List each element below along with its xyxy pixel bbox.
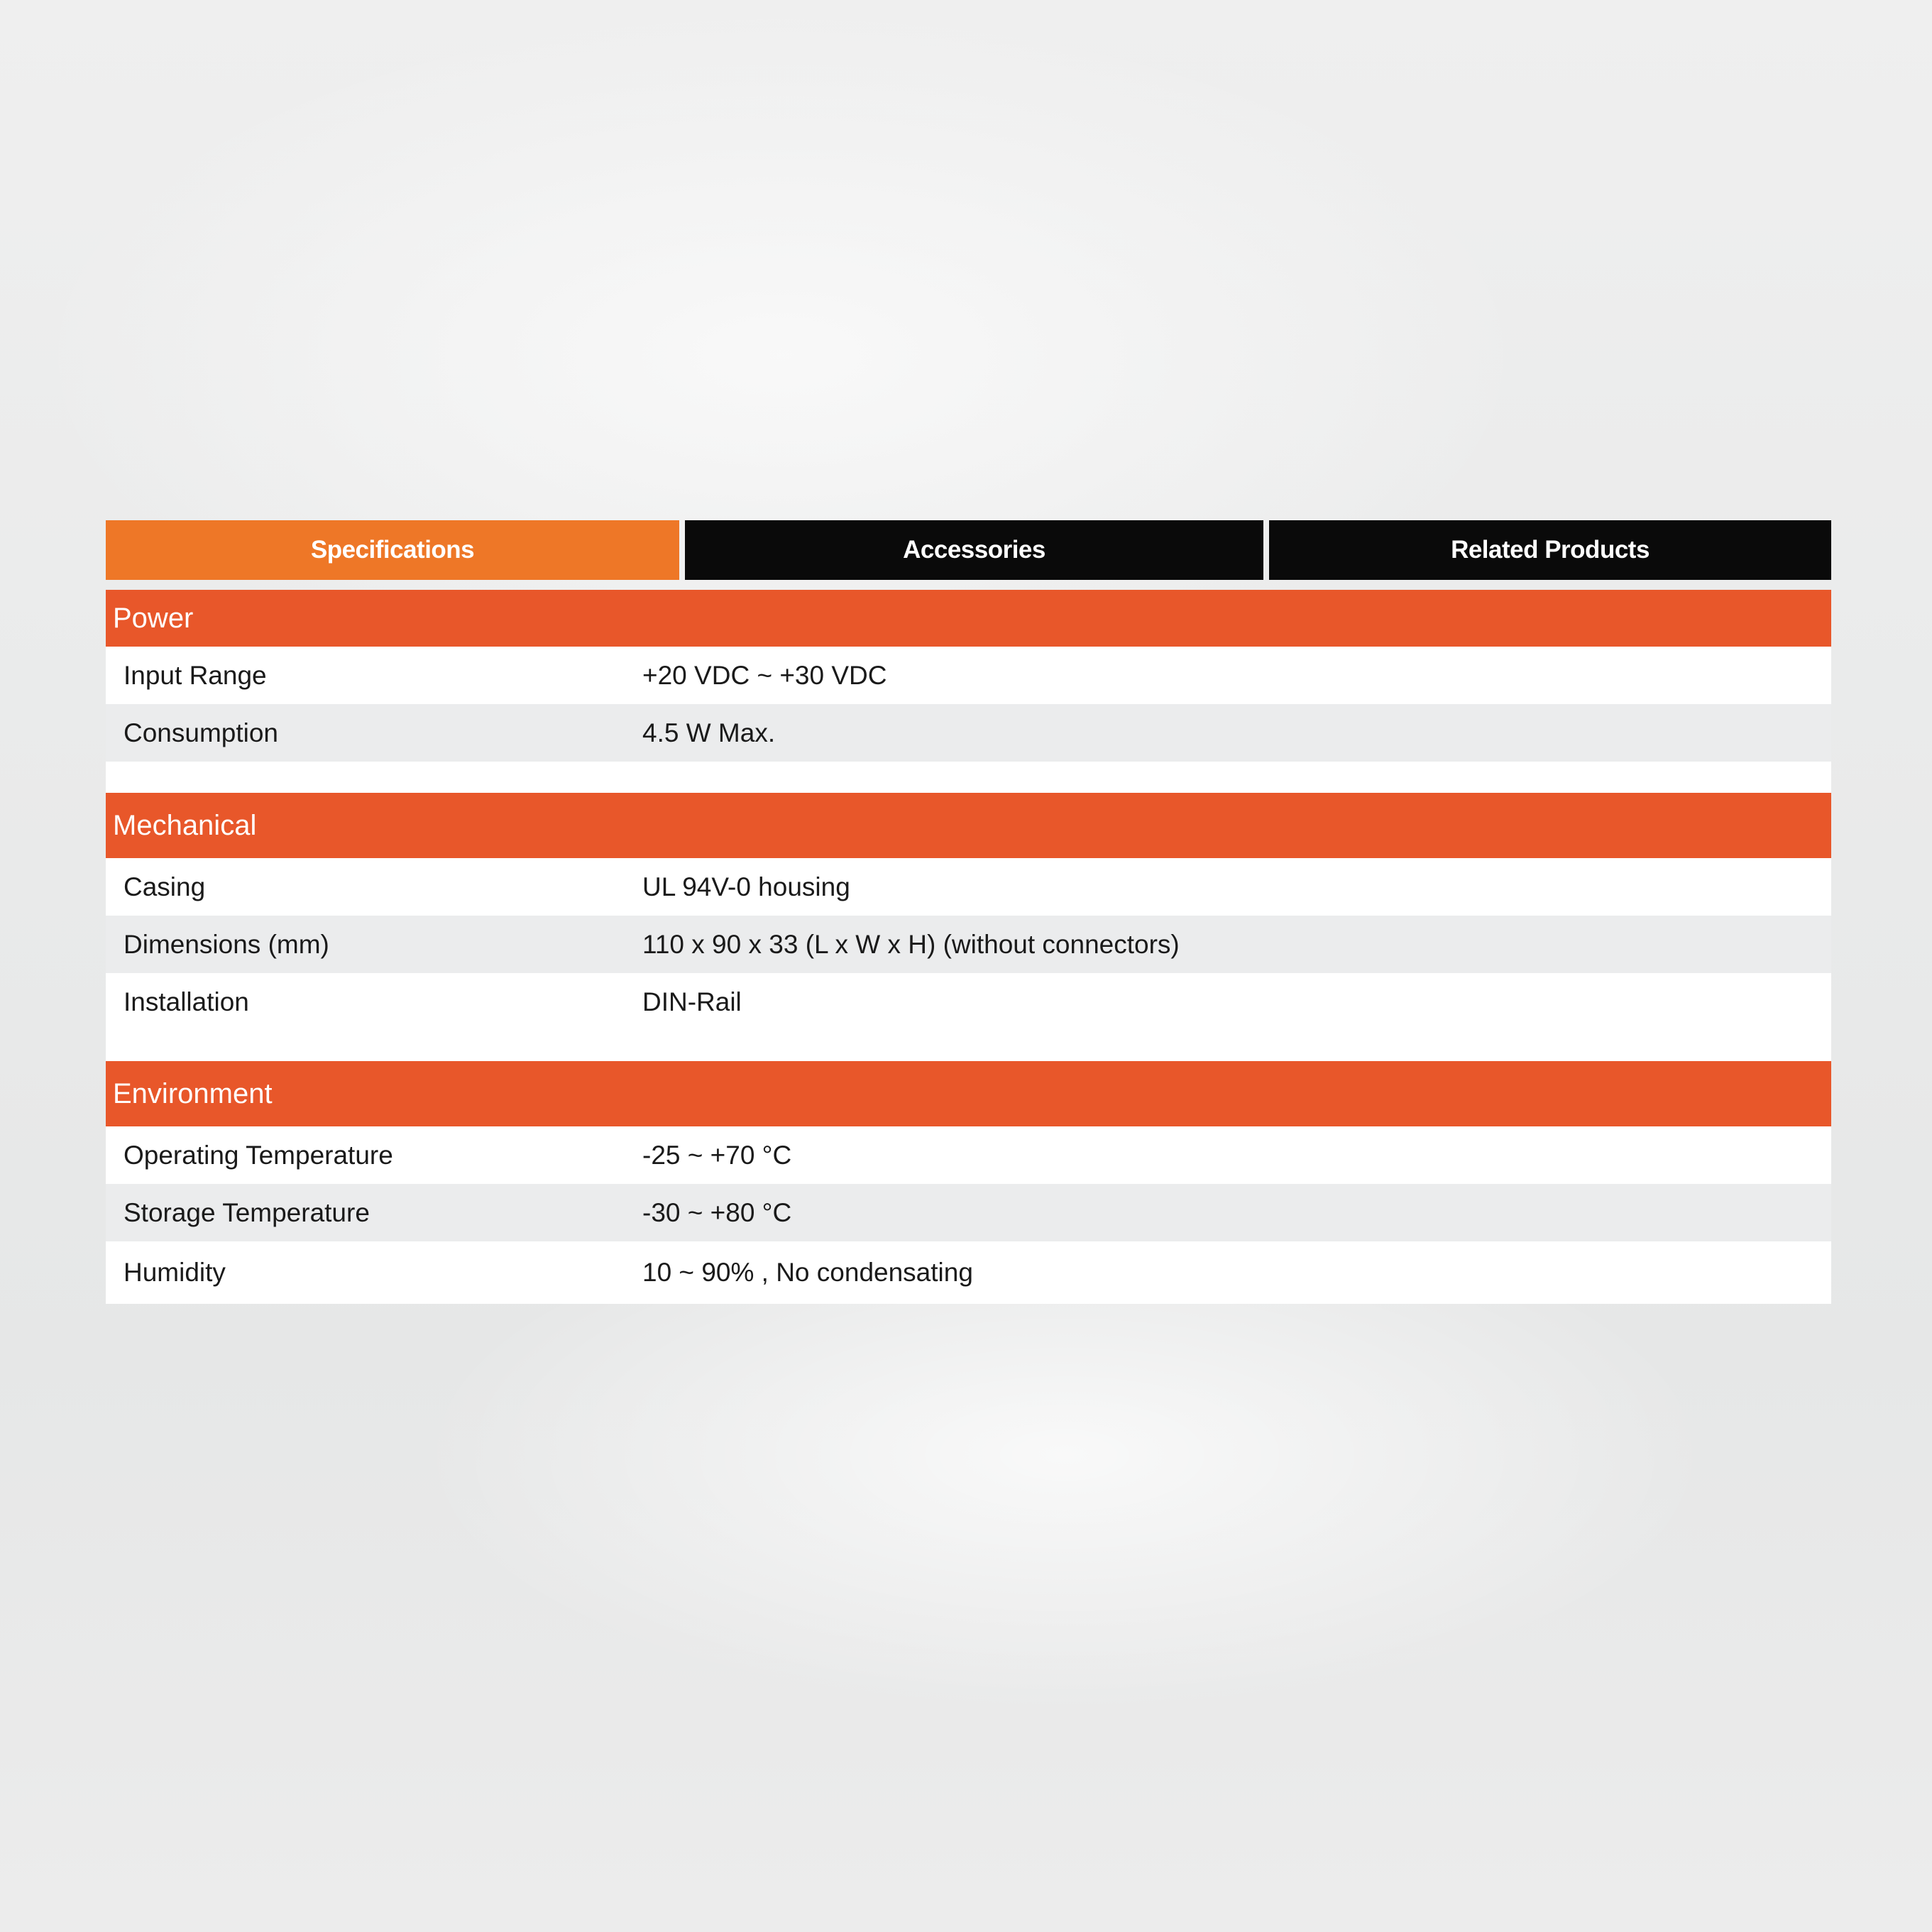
table-row [106,1241,1831,1304]
row-label: Input Range [124,660,267,690]
tab-specifications[interactable]: Specifications [106,520,679,580]
section-header-power: Power [106,590,1831,647]
row-label: Operating Temperature [124,1140,393,1170]
table-row [106,916,1831,973]
section-header-mechanical: Mechanical [106,793,1831,858]
row-value: 110 x 90 x 33 (L x W x H) (without connectors) [642,929,1180,959]
section-spacer [106,762,1831,793]
row-value: 10 ~ 90% , No condensating [642,1258,973,1287]
row-label: Storage Temperature [124,1197,370,1227]
tab-bar [106,520,1831,580]
row-value: -30 ~ +80 °C [642,1197,792,1227]
row-value: -25 ~ +70 °C [642,1140,792,1170]
row-label: Installation [124,987,249,1016]
row-value: +20 VDC ~ +30 VDC [642,660,887,690]
section-header-environment: Environment [106,1061,1831,1126]
table-row [106,1126,1831,1184]
row-value: UL 94V-0 housing [642,872,850,901]
row-label: Consumption [124,718,279,747]
table-row [106,1184,1831,1241]
table-row [106,704,1831,762]
row-label: Dimensions (mm) [124,929,329,959]
row-value: DIN-Rail [642,987,742,1016]
row-value: 4.5 W Max. [642,718,776,747]
tab-accessories[interactable]: Accessories [685,520,1263,580]
table-row [106,973,1831,1061]
table-row [106,858,1831,916]
tab-related-products[interactable]: Related Products [1269,520,1831,580]
table-row [106,647,1831,704]
specifications-panel [106,520,1831,1304]
row-label: Casing [124,872,206,901]
row-label: Humidity [124,1258,226,1287]
